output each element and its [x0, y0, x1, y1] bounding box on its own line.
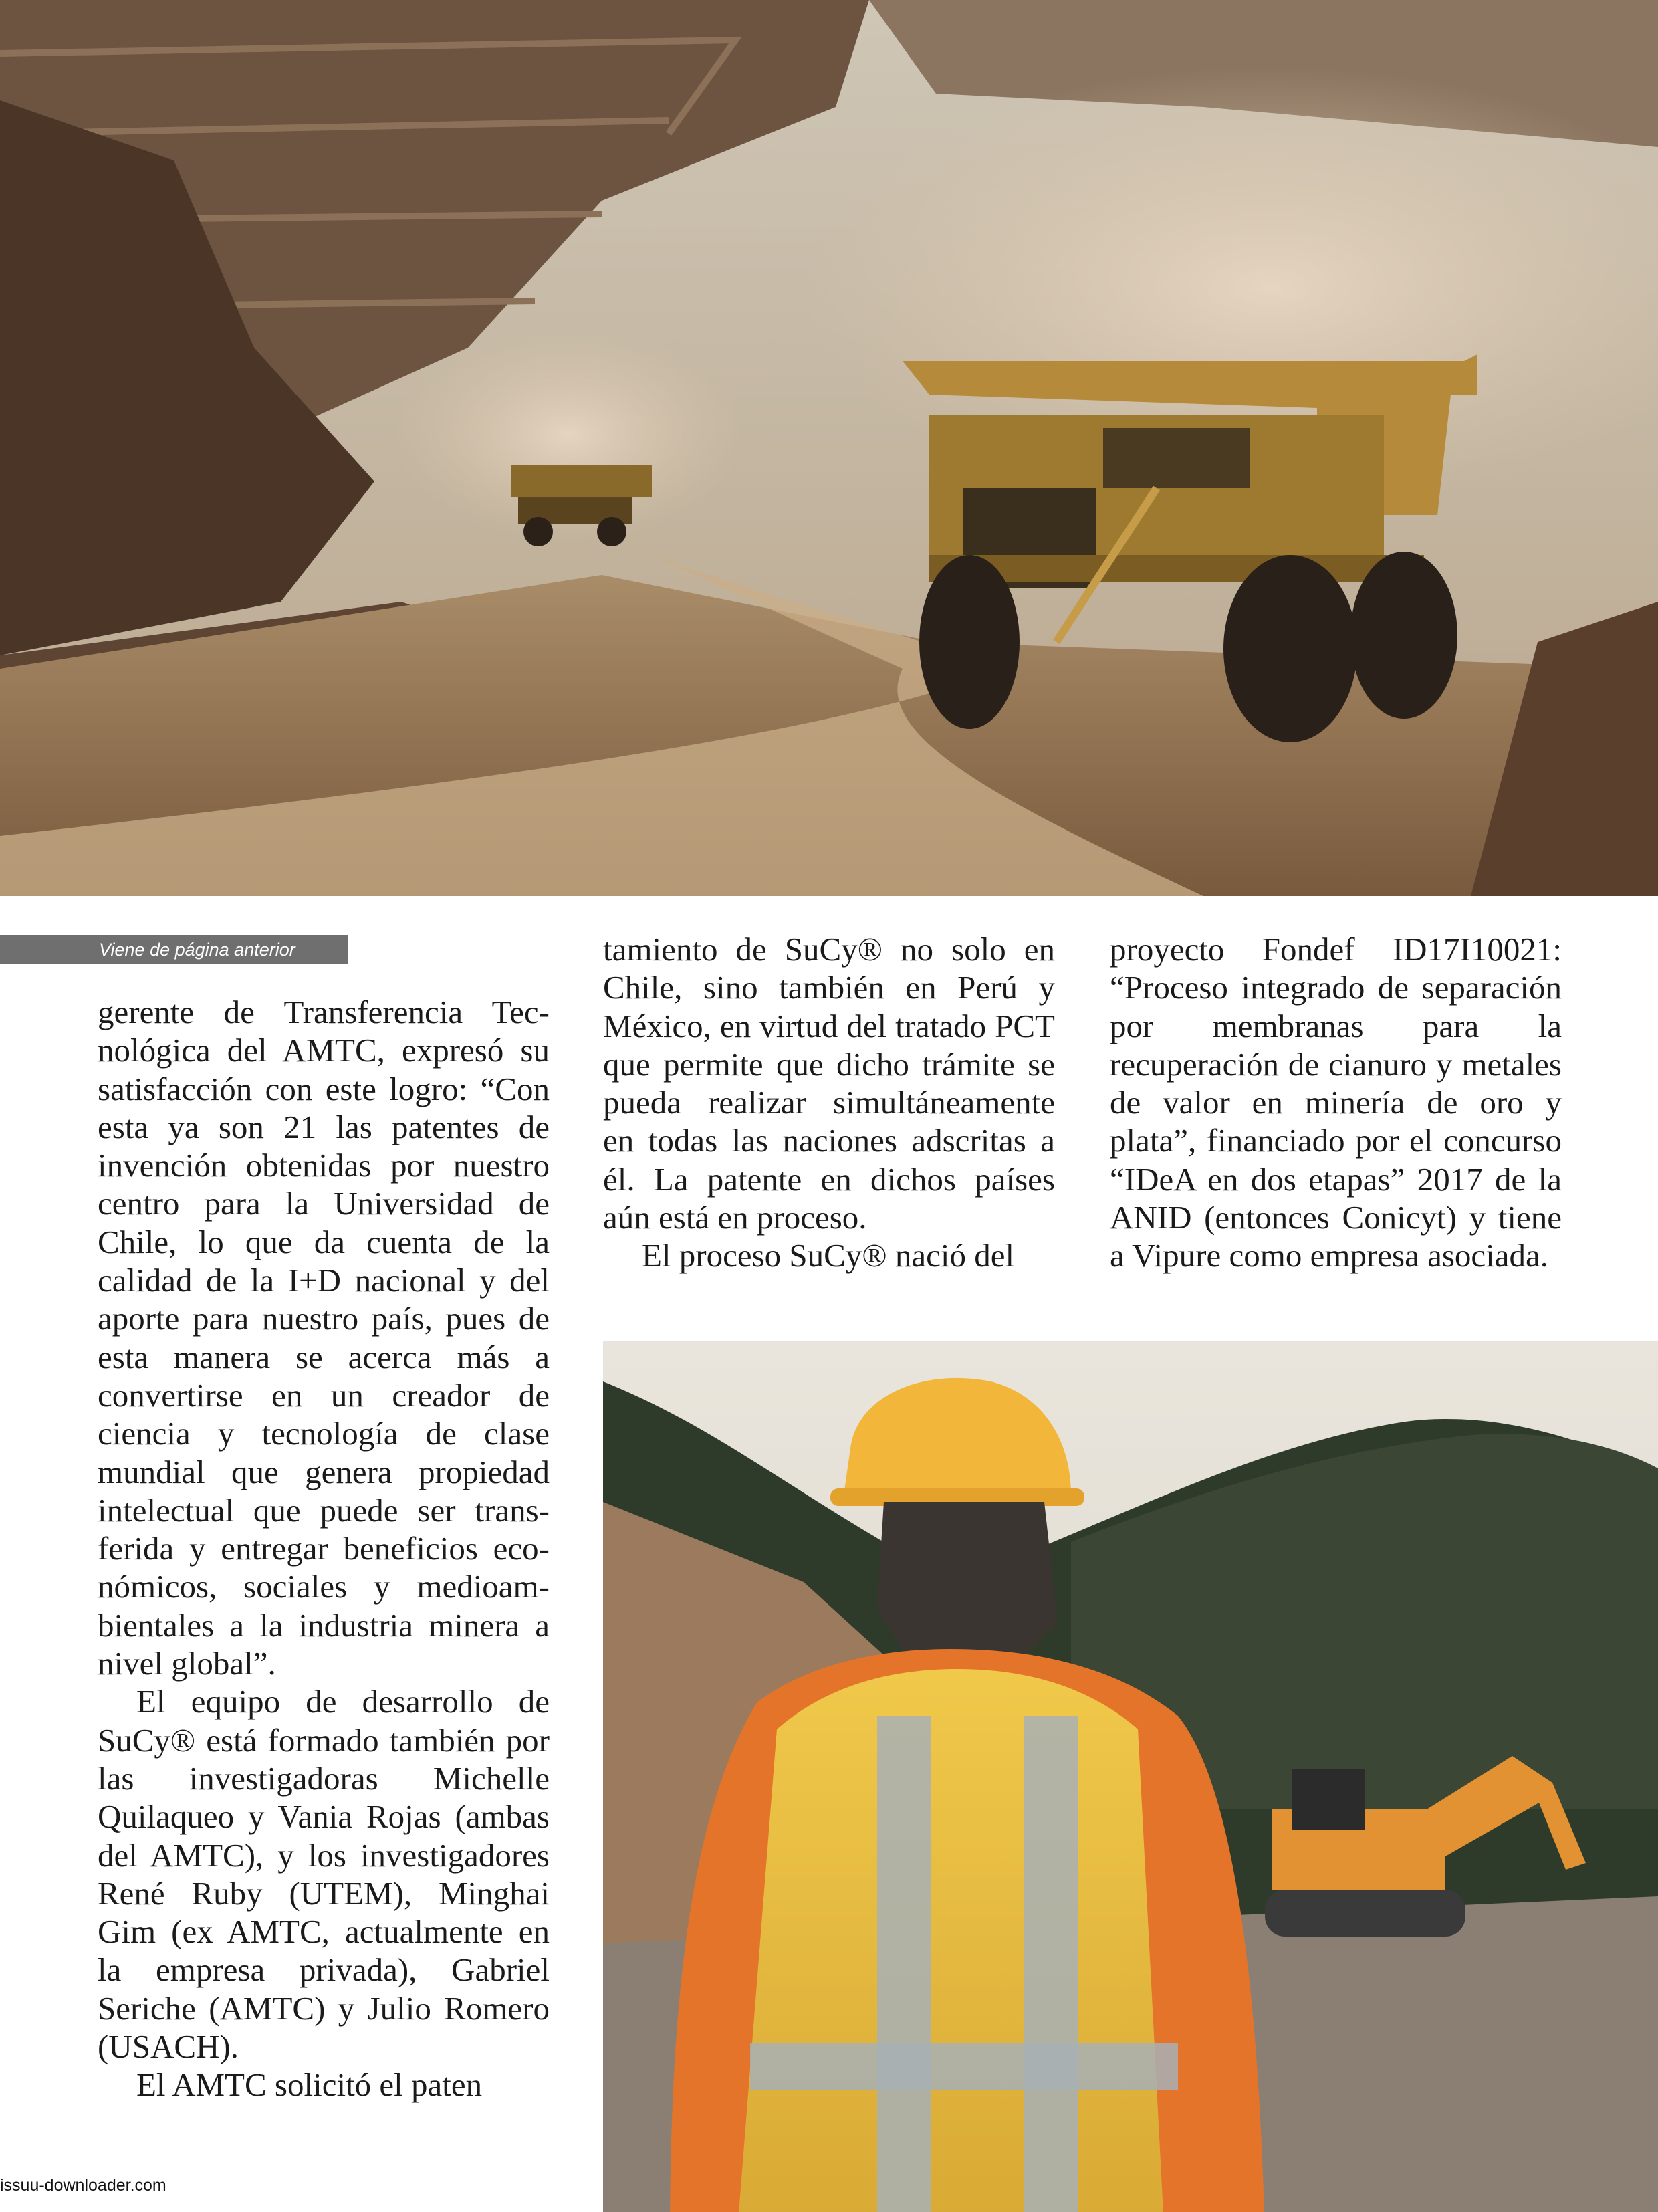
worker-and-excavator-photo — [603, 1341, 1658, 2212]
column-1-paragraph-2: El equipo de desarrollo de SuCy® está formado también por las investigadoras Michelle Quilaqueo y Vania Rojas (ambas del AMTC), y los investigadores René Ruby (UTEM), Minghai Gim (ex AMTC, actualmente en la empresa privada), Gabriel Seriche (AMTC) y Julio Romero (USACH). — [98, 1683, 550, 2066]
article-column-3 — [1110, 930, 1562, 1275]
column-1-paragraph-3: El AMTC solicitó el paten — [136, 2066, 483, 2104]
column-1-paragraph-1: gerente de Transferencia Tecnológica del AMTC, expresó su satisfacción con este logro: “Con esta ya son 21 las patentes de invención obtenidas por nuestro centro para la Universidad de Chile, lo que da cuenta de la calidad de la I+D nacional y del aporte para nuestro país, pues de esta manera se acerca más a convertirse en un creador de ciencia y tecnología de clase mundial que genera propiedad intelectual que puede ser transferida y entregar beneficios económicos, sociales y medioambientales a la industria minera a nivel global”. — [98, 994, 550, 1682]
column-3-paragraph-1: proyecto Fondef ID17I10021: “Proceso integrado de separación por membranas para la recuperación de cianuro y metales de valor en minería de oro y plata”, financiado por el concurso “IDeA en dos etapas” 2017 de la ANID (entonces Conicyt) y tiene a Vipure como empresa asociada. — [1110, 931, 1562, 1275]
article-column-1 — [98, 993, 550, 2104]
column-2-paragraph-2: El proceso SuCy® nació del — [642, 1237, 1015, 1275]
mine-haul-trucks-photo — [0, 0, 1658, 896]
continued-from-previous-page-tag: Viene de página anterior — [0, 935, 348, 964]
source-watermark: issuu-downloader.com — [0, 2176, 166, 2195]
article-column-2 — [603, 930, 1055, 1275]
column-2-paragraph-1: tamiento de SuCy® no solo en Chile, sino también en Perú y México, en virtud del tratado PCT que permite que dicho trámite se pueda realizar simultáneamente en todas las naciones adscritas a él. La patente en dichos países aún está en proceso. — [603, 931, 1055, 1236]
